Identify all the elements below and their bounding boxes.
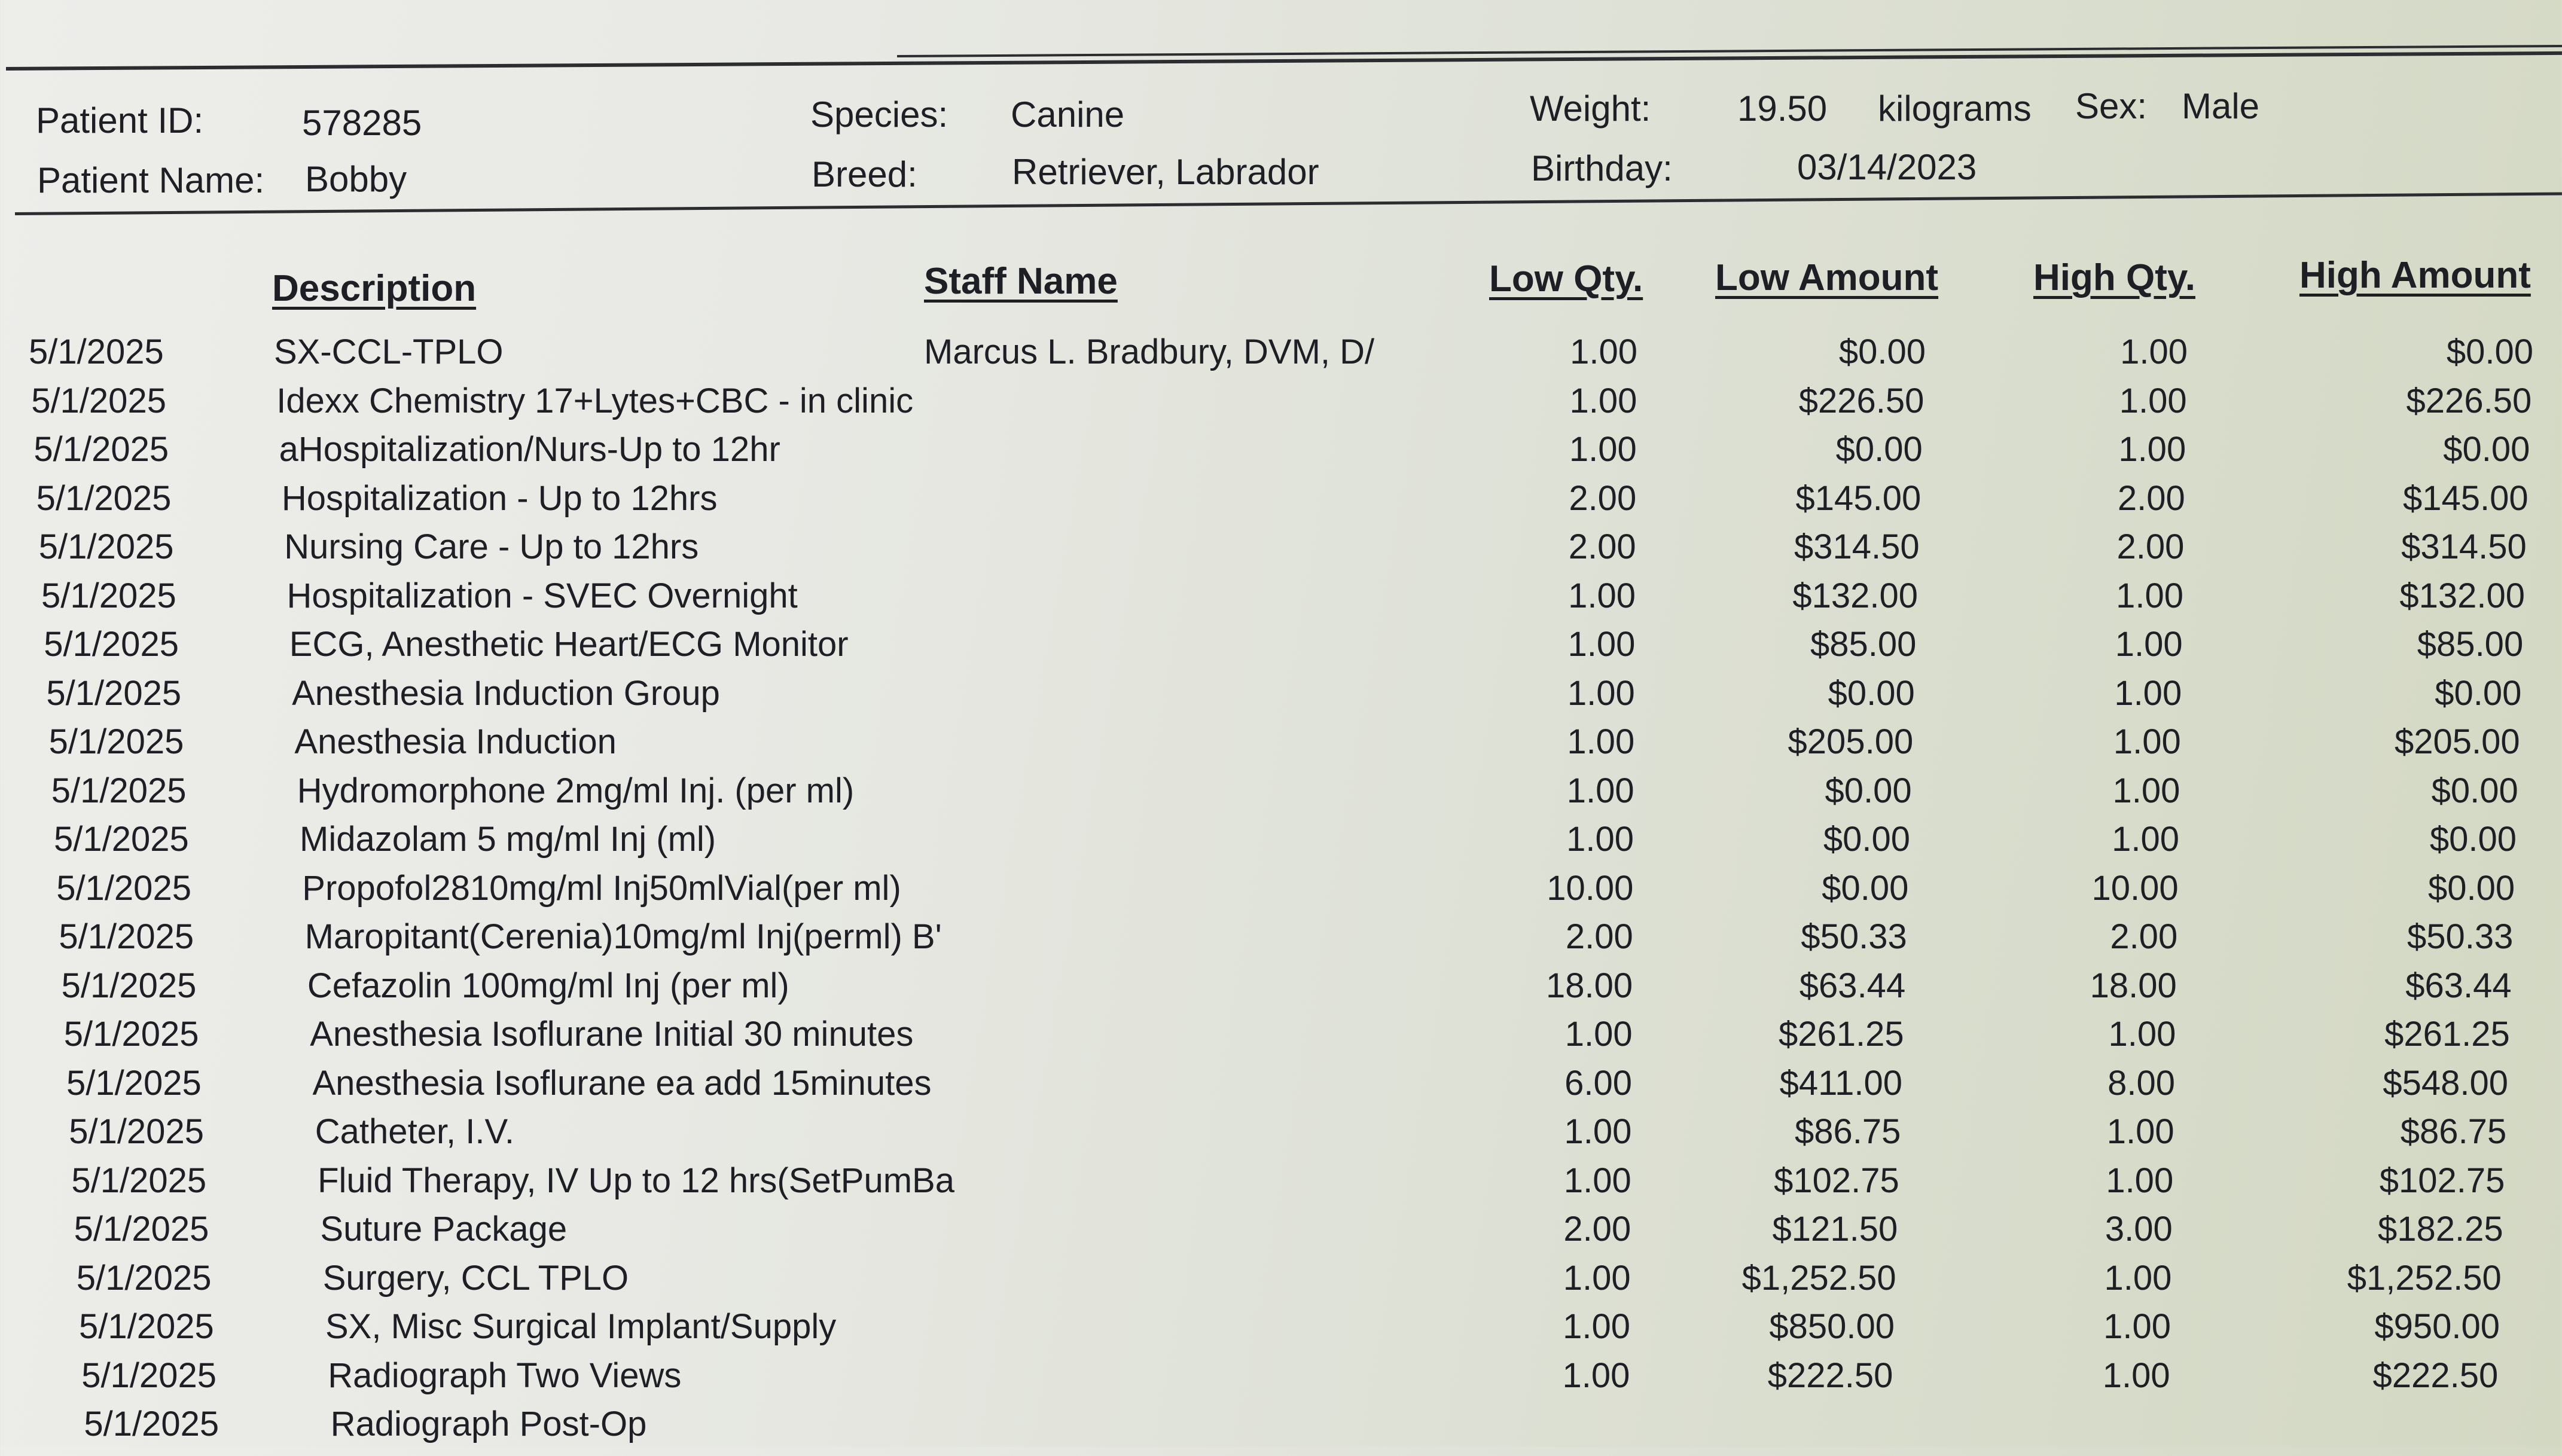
row-staff-name: Marcus L. Bradbury, DVM, D/ — [924, 332, 1375, 371]
row-low-amount: $850.00 — [1769, 1307, 1895, 1346]
row-description: Hospitalization - Up to 12hrs — [281, 478, 718, 518]
row-low-amount: $1,252.50 — [1741, 1258, 1896, 1298]
row-low-amount: $261.25 — [1778, 1015, 1904, 1054]
table-row — [0, 771, 2562, 823]
row-description: Anesthesia Isoflurane ea add 15minutes — [312, 1063, 932, 1103]
row-low-amount: $314.50 — [1794, 527, 1920, 566]
row-date: 5/1/2025 — [51, 771, 187, 810]
row-high-qty: 18.00 — [2090, 966, 2177, 1005]
row-high-qty: 1.00 — [2120, 332, 2188, 371]
row-high-amount: $86.75 — [2400, 1112, 2507, 1151]
row-high-amount: $50.33 — [2407, 917, 2514, 956]
row-low-amount: $121.50 — [1772, 1210, 1898, 1249]
row-high-amount: $0.00 — [2431, 771, 2518, 810]
row-date: 5/1/2025 — [84, 1405, 219, 1443]
row-date: 5/1/2025 — [66, 1063, 202, 1103]
table-row — [0, 868, 2562, 920]
row-description: Surgery, CCL TPLO — [322, 1258, 629, 1298]
row-description: Hydromorphone 2mg/ml Inj. (per ml) — [297, 771, 855, 810]
row-date: 5/1/2025 — [46, 673, 182, 713]
row-high-qty: 1.00 — [2103, 1307, 2171, 1346]
row-high-amount: $0.00 — [2428, 868, 2515, 908]
sex-label: Sex: — [2075, 86, 2148, 126]
row-date: 5/1/2025 — [69, 1112, 204, 1151]
table-row — [0, 432, 2562, 481]
row-low-qty: 1.00 — [1563, 1307, 1630, 1346]
row-high-amount: $205.00 — [2394, 722, 2520, 761]
row-low-amount: $0.00 — [1822, 868, 1909, 908]
table-row — [0, 627, 2562, 676]
row-description: Suture Package — [320, 1210, 568, 1249]
row-low-qty: 1.00 — [1563, 1161, 1631, 1200]
row-low-amount: $145.00 — [1795, 478, 1922, 518]
weight-value: 19.50 — [1737, 88, 1828, 129]
row-high-amount: $1,252.50 — [2347, 1258, 2502, 1298]
row-low-qty: 18.00 — [1546, 966, 1633, 1005]
row-date: 5/1/2025 — [38, 527, 174, 566]
row-high-amount: $63.44 — [2405, 966, 2512, 1005]
patient-name-value: Bobby — [305, 159, 407, 199]
row-high-qty: 1.00 — [2106, 1161, 2174, 1200]
row-date: 5/1/2025 — [44, 625, 179, 664]
row-high-qty: 8.00 — [2107, 1063, 2175, 1103]
table-row — [0, 527, 2562, 579]
row-high-amount: $226.50 — [2406, 381, 2532, 420]
row-date: 5/1/2025 — [63, 1015, 199, 1054]
table-row — [0, 1161, 2562, 1213]
row-high-qty: 1.00 — [2115, 625, 2183, 664]
row-low-amount: $205.00 — [1788, 722, 1914, 761]
row-date: 5/1/2025 — [79, 1307, 214, 1346]
row-high-amount: $222.50 — [2372, 1356, 2499, 1395]
row-low-amount: $0.00 — [1835, 430, 1923, 469]
row-low-amount: $411.00 — [1779, 1063, 1902, 1103]
weight-label: Weight: — [1530, 88, 1651, 129]
row-description: Catheter, I.V. — [315, 1112, 514, 1151]
row-low-qty: 1.00 — [1567, 625, 1636, 664]
row-high-qty: 2.00 — [2110, 917, 2178, 956]
row-date: 5/1/2025 — [41, 576, 176, 615]
row-low-amount: $226.50 — [1798, 381, 1924, 420]
row-high-amount: $132.00 — [2399, 576, 2525, 615]
row-low-qty: 1.00 — [1568, 576, 1636, 615]
row-high-amount: $102.75 — [2379, 1161, 2505, 1200]
birthday-label: Birthday: — [1531, 148, 1673, 188]
row-low-qty: 1.00 — [1570, 332, 1637, 371]
table-row — [0, 1112, 2562, 1164]
row-high-amount: $0.00 — [2429, 820, 2517, 859]
table-row — [0, 673, 2562, 725]
row-description: Hospitalization - SVEC Overnight — [286, 576, 798, 615]
birthday-value: 03/14/2023 — [1797, 147, 1977, 187]
column-header-staff-name: Staff Name — [924, 261, 1118, 302]
row-low-qty: 2.00 — [1565, 917, 1633, 956]
row-description: Anesthesia Isoflurane Initial 30 minutes — [310, 1015, 914, 1054]
row-date: 5/1/2025 — [48, 722, 184, 761]
row-high-amount: $85.00 — [2417, 625, 2524, 664]
row-high-qty: 1.00 — [2102, 1356, 2170, 1395]
row-description: SX-CCL-TPLO — [274, 332, 504, 371]
row-date: 5/1/2025 — [54, 820, 189, 859]
row-low-qty: 1.00 — [1567, 673, 1635, 713]
table-row — [0, 1017, 2562, 1066]
row-low-amount: $86.75 — [1795, 1112, 1901, 1151]
row-low-qty: 6.00 — [1564, 1063, 1632, 1103]
row-date: 5/1/2025 — [81, 1356, 216, 1395]
row-date: 5/1/2025 — [56, 868, 191, 908]
row-date: 5/1/2025 — [61, 966, 197, 1005]
row-high-amount: $0.00 — [2443, 430, 2530, 469]
row-description: Radiograph Post-Op — [330, 1405, 647, 1443]
row-high-qty: 1.00 — [2116, 576, 2183, 615]
row-high-qty: 2.00 — [2116, 527, 2185, 566]
column-header-high-amount: High Amount — [2299, 255, 2531, 296]
breed-label: Breed: — [812, 154, 917, 194]
table-row — [0, 1063, 2562, 1115]
row-description: Midazolam 5 mg/ml Inj (ml) — [300, 820, 716, 859]
row-description: Nursing Care - Up to 12hrs — [284, 527, 699, 566]
row-high-qty: 1.00 — [2118, 430, 2186, 469]
breed-value: Retriever, Labrador — [1012, 152, 1319, 192]
row-high-qty: 1.00 — [2112, 820, 2179, 859]
row-low-qty: 1.00 — [1566, 820, 1634, 859]
row-high-qty: 1.00 — [2112, 771, 2180, 810]
row-high-qty: 10.00 — [2091, 868, 2179, 908]
column-header-description: Description — [272, 268, 477, 309]
row-high-qty: 1.00 — [2119, 381, 2187, 420]
row-date: 5/1/2025 — [29, 332, 164, 371]
row-description: SX, Misc Surgical Implant/Supply — [325, 1307, 837, 1346]
row-low-amount: $0.00 — [1828, 673, 1915, 713]
row-description: Fluid Therapy, IV Up to 12 hrs(SetPumBa — [318, 1161, 954, 1200]
row-date: 5/1/2025 — [71, 1161, 207, 1200]
row-low-amount: $0.00 — [1838, 332, 1926, 371]
row-high-qty: 1.00 — [2106, 1112, 2174, 1151]
column-header-low-qty: Low Qty. — [1489, 258, 1643, 300]
column-header-high-qty: High Qty. — [2033, 257, 2195, 298]
row-high-amount: $314.50 — [2401, 527, 2527, 566]
table-row — [0, 722, 2562, 774]
row-low-amount: $63.44 — [1799, 966, 1906, 1005]
row-low-amount: $0.00 — [1825, 771, 1912, 810]
row-low-qty: 1.00 — [1569, 381, 1637, 420]
row-high-qty: 2.00 — [2117, 478, 2185, 518]
row-date: 5/1/2025 — [74, 1210, 209, 1249]
table-row — [0, 478, 2562, 530]
table-row — [0, 576, 2562, 628]
table-row — [0, 917, 2562, 969]
row-description: Propofol2810mg/ml Inj50mlVial(per ml) — [302, 868, 901, 908]
table-row — [0, 332, 2562, 384]
row-high-qty: 1.00 — [2114, 673, 2182, 713]
row-high-qty: 3.00 — [2104, 1210, 2173, 1249]
table-row — [0, 1356, 2562, 1408]
row-high-amount: $0.00 — [2435, 673, 2522, 713]
table-row — [0, 966, 2562, 1018]
row-description: Anesthesia Induction — [294, 722, 617, 761]
patient-name-label: Patient Name: — [37, 160, 265, 200]
row-low-qty: 1.00 — [1564, 1015, 1633, 1054]
row-high-qty: 1.00 — [2104, 1258, 2172, 1298]
row-low-qty: 1.00 — [1562, 1356, 1630, 1395]
row-description: Maropitant(Cerenia)10mg/ml Inj(perml) B' — [304, 917, 942, 956]
row-date: 5/1/2025 — [76, 1258, 212, 1298]
row-date: 5/1/2025 — [33, 430, 169, 469]
row-description: ECG, Anesthetic Heart/ECG Monitor — [289, 625, 849, 664]
weight-unit: kilograms — [1878, 88, 2032, 129]
row-high-amount: $182.25 — [2377, 1210, 2503, 1249]
row-high-amount: $261.25 — [2384, 1015, 2510, 1054]
patient-id-label: Patient ID: — [36, 100, 204, 141]
row-low-qty: 1.00 — [1566, 771, 1634, 810]
row-low-amount: $0.00 — [1823, 820, 1910, 859]
row-low-amount: $102.75 — [1774, 1161, 1899, 1200]
row-description: Radiograph Two Views — [328, 1356, 682, 1395]
row-high-qty: 1.00 — [2113, 722, 2181, 761]
table-row — [0, 1258, 2562, 1310]
column-header-low-amount: Low Amount — [1715, 257, 1939, 298]
species-value: Canine — [1011, 94, 1125, 135]
sex-value: Male — [2182, 86, 2260, 126]
row-description: aHospitalization/Nurs-Up to 12hr — [279, 430, 780, 469]
row-description: Cefazolin 100mg/ml Inj (per ml) — [307, 966, 789, 1005]
row-low-qty: 1.00 — [1563, 1258, 1631, 1298]
row-low-qty: 2.00 — [1568, 527, 1636, 566]
patient-id-value: 578285 — [302, 103, 422, 143]
row-high-amount: $950.00 — [2374, 1307, 2500, 1346]
table-row — [0, 1212, 2562, 1261]
species-label: Species: — [810, 94, 948, 135]
row-low-qty: 2.00 — [1563, 1210, 1631, 1249]
row-low-qty: 2.00 — [1569, 478, 1637, 518]
row-high-amount: $145.00 — [2402, 478, 2529, 518]
row-low-amount: $132.00 — [1792, 576, 1918, 615]
row-low-amount: $85.00 — [1810, 625, 1917, 664]
row-date: 5/1/2025 — [31, 381, 166, 420]
row-date: 5/1/2025 — [59, 917, 194, 956]
row-low-amount: $222.50 — [1767, 1356, 1893, 1395]
row-low-qty: 1.00 — [1569, 430, 1637, 469]
table-row — [0, 822, 2562, 871]
row-low-qty: 10.00 — [1547, 868, 1634, 908]
row-date: 5/1/2025 — [36, 478, 172, 518]
row-low-qty: 1.00 — [1564, 1112, 1632, 1151]
row-low-amount: $50.33 — [1801, 917, 1907, 956]
row-description: Anesthesia Induction Group — [292, 673, 720, 713]
row-high-qty: 1.00 — [2108, 1015, 2176, 1054]
table-row — [0, 1307, 2562, 1359]
table-row — [0, 381, 2562, 433]
row-low-qty: 1.00 — [1567, 722, 1635, 761]
row-high-amount: $0.00 — [2446, 332, 2533, 371]
row-high-amount: $548.00 — [2383, 1063, 2508, 1103]
table-row — [0, 1407, 2562, 1456]
row-description: Idexx Chemistry 17+Lytes+CBC - in clinic — [276, 381, 914, 420]
